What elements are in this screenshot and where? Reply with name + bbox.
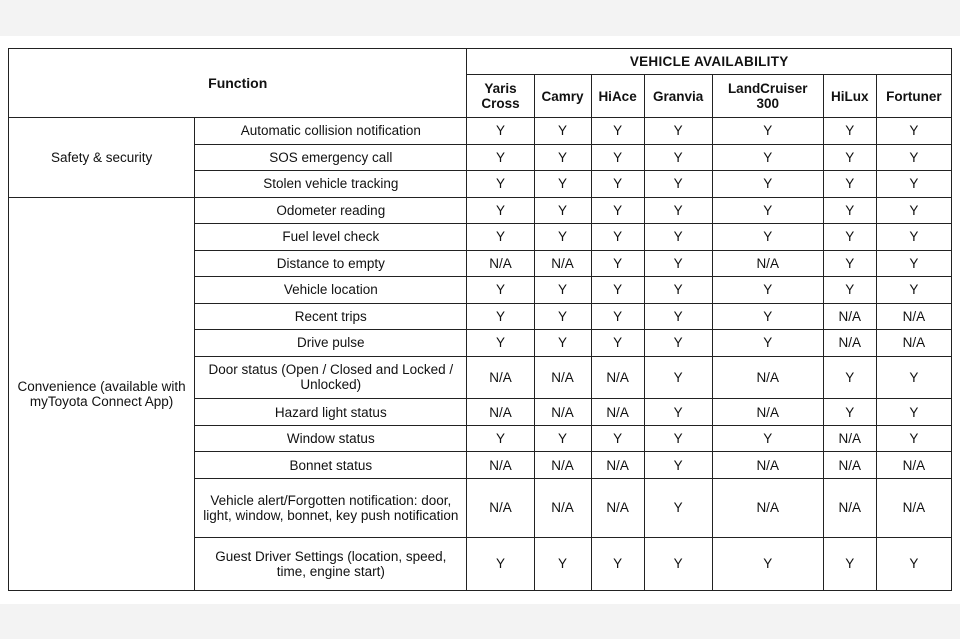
vehicle-availability-header: VEHICLE AVAILABILITY <box>467 49 952 75</box>
availability-cell: Y <box>591 537 644 590</box>
availability-cell: Y <box>876 425 951 452</box>
availability-cell: Y <box>534 330 591 357</box>
availability-cell: N/A <box>823 425 876 452</box>
availability-cell: Y <box>644 277 712 304</box>
vehicle-header-hilux: HiLux <box>823 75 876 118</box>
availability-cell: Y <box>823 197 876 224</box>
availability-cell: Y <box>876 118 951 145</box>
availability-cell: Y <box>467 537 534 590</box>
availability-cell: N/A <box>591 452 644 479</box>
category-cell: Convenience (available with myToyota Connect App) <box>9 197 195 591</box>
function-cell: Automatic collision notification <box>195 118 467 145</box>
table-row <box>9 118 952 145</box>
availability-cell: Y <box>467 425 534 452</box>
availability-cell: Y <box>467 277 534 304</box>
availability-cell: N/A <box>823 452 876 479</box>
availability-cell: N/A <box>876 478 951 537</box>
availability-cell: Y <box>591 250 644 277</box>
availability-cell: Y <box>823 356 876 399</box>
availability-cell: Y <box>467 171 534 198</box>
availability-cell: Y <box>467 224 534 251</box>
availability-cell: Y <box>644 171 712 198</box>
availability-cell: N/A <box>876 330 951 357</box>
function-cell: Fuel level check <box>195 224 467 251</box>
availability-cell: N/A <box>467 356 534 399</box>
vehicle-header-hiace: HiAce <box>591 75 644 118</box>
availability-cell: N/A <box>591 356 644 399</box>
function-cell: SOS emergency call <box>195 144 467 171</box>
availability-cell: N/A <box>534 399 591 426</box>
availability-cell: Y <box>534 118 591 145</box>
availability-cell: N/A <box>712 452 823 479</box>
availability-cell: Y <box>712 303 823 330</box>
availability-cell: Y <box>644 250 712 277</box>
availability-cell: Y <box>823 250 876 277</box>
table-row <box>9 197 952 224</box>
function-cell: Drive pulse <box>195 330 467 357</box>
availability-cell: N/A <box>467 452 534 479</box>
availability-cell: Y <box>823 399 876 426</box>
availability-cell: N/A <box>467 399 534 426</box>
availability-cell: Y <box>534 303 591 330</box>
availability-cell: Y <box>712 277 823 304</box>
availability-cell: Y <box>644 197 712 224</box>
availability-cell: N/A <box>467 250 534 277</box>
availability-cell: N/A <box>823 303 876 330</box>
vehicle-header-fortuner: Fortuner <box>876 75 951 118</box>
availability-cell: Y <box>876 399 951 426</box>
availability-cell: Y <box>644 144 712 171</box>
function-column-header: Function <box>9 49 467 118</box>
availability-cell: Y <box>644 330 712 357</box>
availability-cell: N/A <box>823 330 876 357</box>
availability-cell: Y <box>534 537 591 590</box>
function-cell: Stolen vehicle tracking <box>195 171 467 198</box>
availability-cell: Y <box>712 118 823 145</box>
availability-cell: Y <box>876 171 951 198</box>
availability-cell: Y <box>644 478 712 537</box>
availability-cell: Y <box>644 118 712 145</box>
function-cell: Vehicle location <box>195 277 467 304</box>
availability-cell: Y <box>591 224 644 251</box>
vehicle-header-yaris-cross: Yaris Cross <box>467 75 534 118</box>
function-cell: Vehicle alert/Forgotten notification: door, light, window, bonnet, key push notification <box>195 478 467 537</box>
availability-cell: Y <box>644 425 712 452</box>
availability-cell: Y <box>534 277 591 304</box>
availability-cell: Y <box>534 171 591 198</box>
availability-cell: Y <box>712 224 823 251</box>
availability-cell: N/A <box>712 356 823 399</box>
function-cell: Odometer reading <box>195 197 467 224</box>
availability-cell: N/A <box>591 399 644 426</box>
availability-cell: N/A <box>712 399 823 426</box>
availability-cell: Y <box>591 277 644 304</box>
availability-cell: Y <box>591 425 644 452</box>
availability-cell: Y <box>591 197 644 224</box>
availability-cell: Y <box>591 330 644 357</box>
document-page <box>0 36 960 604</box>
availability-cell: Y <box>534 425 591 452</box>
availability-cell: Y <box>712 144 823 171</box>
availability-cell: N/A <box>823 478 876 537</box>
availability-cell: Y <box>644 537 712 590</box>
function-cell: Recent trips <box>195 303 467 330</box>
availability-cell: Y <box>823 224 876 251</box>
availability-cell: Y <box>467 303 534 330</box>
availability-cell: Y <box>876 197 951 224</box>
availability-cell: Y <box>876 537 951 590</box>
availability-cell: N/A <box>467 478 534 537</box>
availability-cell: Y <box>534 197 591 224</box>
vehicle-header-landcruiser-300: LandCruiser 300 <box>712 75 823 118</box>
availability-cell: Y <box>591 303 644 330</box>
availability-cell: Y <box>591 144 644 171</box>
availability-cell: N/A <box>534 250 591 277</box>
function-cell: Window status <box>195 425 467 452</box>
availability-cell: Y <box>823 277 876 304</box>
function-cell: Hazard light status <box>195 399 467 426</box>
function-cell: Guest Driver Settings (location, speed, time, engine start) <box>195 537 467 590</box>
availability-cell: Y <box>876 250 951 277</box>
vehicle-header-granvia: Granvia <box>644 75 712 118</box>
availability-cell: Y <box>591 118 644 145</box>
availability-cell: Y <box>467 197 534 224</box>
availability-cell: Y <box>644 224 712 251</box>
function-cell: Door status (Open / Closed and Locked / Unlocked) <box>195 356 467 399</box>
availability-cell: Y <box>644 399 712 426</box>
availability-cell: Y <box>644 452 712 479</box>
availability-cell: N/A <box>876 303 951 330</box>
vehicle-availability-table <box>8 48 952 591</box>
availability-cell: Y <box>712 197 823 224</box>
availability-cell: N/A <box>712 250 823 277</box>
availability-cell: Y <box>823 171 876 198</box>
availability-cell: N/A <box>534 356 591 399</box>
availability-cell: Y <box>712 171 823 198</box>
availability-cell: N/A <box>534 452 591 479</box>
availability-cell: Y <box>823 118 876 145</box>
availability-cell: Y <box>823 537 876 590</box>
table-body <box>9 118 952 591</box>
function-cell: Bonnet status <box>195 452 467 479</box>
category-cell: Safety & security <box>9 118 195 198</box>
availability-cell: N/A <box>876 452 951 479</box>
availability-cell: N/A <box>591 478 644 537</box>
availability-cell: Y <box>467 330 534 357</box>
availability-cell: Y <box>876 224 951 251</box>
availability-cell: N/A <box>712 478 823 537</box>
availability-cell: Y <box>534 224 591 251</box>
availability-cell: Y <box>644 303 712 330</box>
availability-cell: Y <box>712 425 823 452</box>
vehicle-header-camry: Camry <box>534 75 591 118</box>
availability-cell: Y <box>823 144 876 171</box>
availability-cell: Y <box>876 277 951 304</box>
function-cell: Distance to empty <box>195 250 467 277</box>
availability-cell: N/A <box>534 478 591 537</box>
availability-cell: Y <box>534 144 591 171</box>
availability-cell: Y <box>876 356 951 399</box>
availability-cell: Y <box>712 537 823 590</box>
availability-cell: Y <box>591 171 644 198</box>
availability-cell: Y <box>467 118 534 145</box>
availability-cell: Y <box>644 356 712 399</box>
availability-cell: Y <box>876 144 951 171</box>
availability-cell: Y <box>467 144 534 171</box>
availability-cell: Y <box>712 330 823 357</box>
